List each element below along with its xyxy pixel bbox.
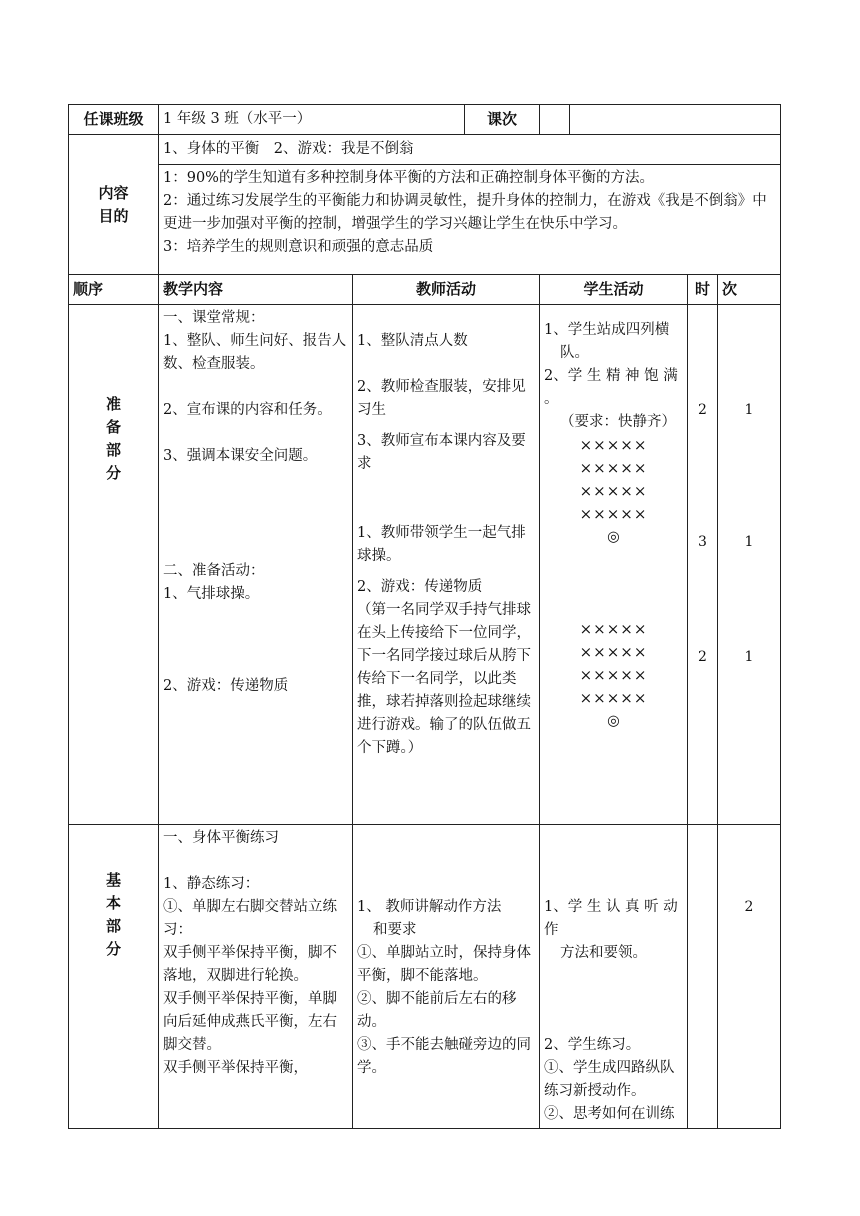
prep-student-2: 2、学 生 精 神 饱 满 。 bbox=[544, 368, 678, 407]
prep-teacher-3: 3、教师宣布本课内容及要求 bbox=[357, 433, 526, 472]
basic-teaching-title: 一、身体平衡练习 bbox=[163, 830, 279, 846]
basic-student bbox=[540, 825, 688, 1129]
formation-row: ××××× bbox=[579, 620, 648, 638]
basic-label-3: 部 bbox=[105, 917, 121, 935]
prep-times-1: 1 bbox=[744, 402, 754, 418]
col-teacher: 教师活动 bbox=[353, 275, 540, 305]
prep-time-3: 2 bbox=[698, 649, 707, 665]
basic-teaching-p1: ①、单脚左右脚交替站立练习： bbox=[163, 899, 337, 938]
col-student: 学生活动 bbox=[540, 275, 688, 305]
formation-row: ××××× bbox=[579, 666, 648, 684]
basic-teacher-1: 1、 教师讲解动作方法 bbox=[357, 899, 502, 915]
prep-label-4: 分 bbox=[105, 464, 121, 482]
prep-teaching-item3: 3、强调本课安全问题。 bbox=[163, 448, 318, 464]
formation-row: ××××× bbox=[579, 505, 648, 523]
topic-row bbox=[69, 135, 781, 165]
basic-teacher-2: ①、单脚站立时，保持身体平衡，脚不能落地。 bbox=[357, 945, 531, 984]
prep-times bbox=[718, 305, 781, 825]
basic-student-3: ①、学生成四路纵队练习新授动作。 bbox=[544, 1060, 675, 1099]
basic-teacher-3: ②、脚不能前后左右的移动。 bbox=[357, 991, 517, 1030]
basic-label bbox=[69, 825, 159, 1129]
lesson-value bbox=[540, 105, 570, 135]
basic-teacher-4: ③、手不能去触碰旁边的同学。 bbox=[357, 1037, 531, 1076]
class-label: 任课班级 bbox=[69, 105, 159, 135]
col-time: 时 bbox=[688, 275, 718, 305]
prep-label-1: 准 bbox=[105, 395, 121, 413]
class-value: 1 年级 3 班（水平一） bbox=[159, 105, 465, 135]
basic-student-2: 2、学生练习。 bbox=[544, 1037, 641, 1053]
formation-row: ××××× bbox=[579, 436, 648, 454]
goal-3: 3：培养学生的规则意识和顽强的意志品质 bbox=[163, 239, 434, 255]
topic-text: 1、身体的平衡 2、游戏：我是不倒翁 bbox=[159, 135, 781, 165]
basic-time-value bbox=[692, 827, 713, 850]
basic-student-1b: 方法和要领。 bbox=[560, 945, 647, 961]
goals-row bbox=[69, 165, 781, 275]
basic-teaching-p2: 双手侧平举保持平衡，脚不落地，双脚进行轮换。 bbox=[163, 945, 337, 984]
prep-student bbox=[540, 305, 688, 825]
basic-label-4: 分 bbox=[105, 940, 121, 958]
basic-label-2: 本 bbox=[105, 894, 121, 912]
prep-times-3: 1 bbox=[744, 649, 754, 665]
basic-teacher-1b: 和要求 bbox=[373, 922, 417, 938]
prep-teacher-6: （第一名同学双手持气排球在头上传接给下一位同学，下一名同学接过球后从胯下传给下一名同学，以此类推，球若掉落则捡起球继续进行游戏。输了的队伍做五个下蹲。） bbox=[357, 602, 531, 756]
prep-time-2: 3 bbox=[698, 534, 707, 550]
prep-teacher-1: 1、整队清点人数 bbox=[357, 333, 468, 349]
extra-value bbox=[570, 105, 781, 135]
basic-times-value: 2 bbox=[744, 899, 754, 915]
prep-teacher-5: 2、游戏：传递物质 bbox=[357, 579, 483, 595]
prep-time bbox=[688, 305, 718, 825]
basic-student-1: 1、学 生 认 真 听 动 作 bbox=[544, 899, 678, 938]
prep-teacher-4: 1、教师带领学生一起气排球操。 bbox=[357, 525, 526, 564]
basic-teaching-p4: 双手侧平举保持平衡， bbox=[163, 1060, 308, 1076]
formation-row: ××××× bbox=[579, 482, 648, 500]
formation-row: ××××× bbox=[579, 689, 648, 707]
prep-student-1: 1、学生站成四列横 bbox=[544, 322, 670, 338]
lesson-label: 课次 bbox=[465, 105, 540, 135]
prep-teaching-item4: 1、气排球操。 bbox=[163, 586, 260, 602]
prep-teaching-item1: 1、整队、师生问好、报告人数、检查服装。 bbox=[163, 333, 347, 372]
basic-row bbox=[69, 825, 781, 1129]
basic-times bbox=[718, 825, 781, 1129]
prep-teaching-item5: 2、游戏：传递物质 bbox=[163, 678, 289, 694]
prep-student-2b: （要求：快静齐） bbox=[560, 414, 676, 430]
col-order: 顺序 bbox=[69, 275, 159, 305]
col-times: 次 bbox=[718, 275, 781, 305]
prep-label-3: 部 bbox=[105, 441, 121, 459]
content-label-1: 内容 bbox=[98, 183, 129, 202]
prep-label-2: 备 bbox=[105, 418, 121, 436]
basic-student-4: ②、思考如何在训练 bbox=[544, 1106, 675, 1122]
prep-times-2: 1 bbox=[744, 534, 754, 550]
basic-teaching bbox=[159, 825, 353, 1129]
basic-time bbox=[688, 825, 718, 1129]
prep-row bbox=[69, 305, 781, 825]
prep-teaching bbox=[159, 305, 353, 825]
column-header-row bbox=[69, 275, 781, 305]
prep-teaching-title1: 一、课堂常规： bbox=[163, 310, 265, 326]
basic-teaching-sub: 1、静态练习： bbox=[163, 876, 260, 892]
content-label-2: 目的 bbox=[98, 206, 129, 225]
prep-student-1b: 队。 bbox=[560, 345, 589, 361]
header-row bbox=[69, 105, 781, 135]
prep-teacher-2: 2、教师检查服装，安排见习生 bbox=[357, 379, 526, 418]
teacher-position-icon: ◎ bbox=[607, 713, 620, 729]
teacher-position-icon: ◎ bbox=[607, 529, 620, 545]
goal-1: 1：90%的学生知道有多种控制身体平衡的方法和正确控制身体平衡的方法。 bbox=[163, 170, 654, 186]
lesson-plan-table bbox=[68, 104, 781, 1129]
prep-label bbox=[69, 305, 159, 825]
content-label bbox=[69, 135, 159, 275]
prep-teaching-item2: 2、宣布课的内容和任务。 bbox=[163, 402, 332, 418]
goals-cell bbox=[159, 165, 781, 275]
basic-teacher bbox=[353, 825, 540, 1129]
prep-teacher bbox=[353, 305, 540, 825]
prep-teaching-title2: 二、准备活动： bbox=[163, 563, 265, 579]
col-teaching: 教学内容 bbox=[159, 275, 353, 305]
basic-teaching-p3: 双手侧平举保持平衡，单脚向后延伸成燕氏平衡，左右脚交替。 bbox=[163, 991, 337, 1053]
goal-2: 2：通过练习发展学生的平衡能力和协调灵敏性，提升身体的控制力，在游戏《我是不倒翁》中更进一步加强对平衡的控制，增强学生的学习兴趣让学生在快乐中学习。 bbox=[163, 193, 767, 232]
formation-row: ××××× bbox=[579, 459, 648, 477]
lesson-plan bbox=[68, 104, 780, 1129]
prep-time-1: 2 bbox=[698, 402, 707, 418]
formation-row: ××××× bbox=[579, 643, 648, 661]
basic-label-1: 基 bbox=[105, 871, 121, 889]
